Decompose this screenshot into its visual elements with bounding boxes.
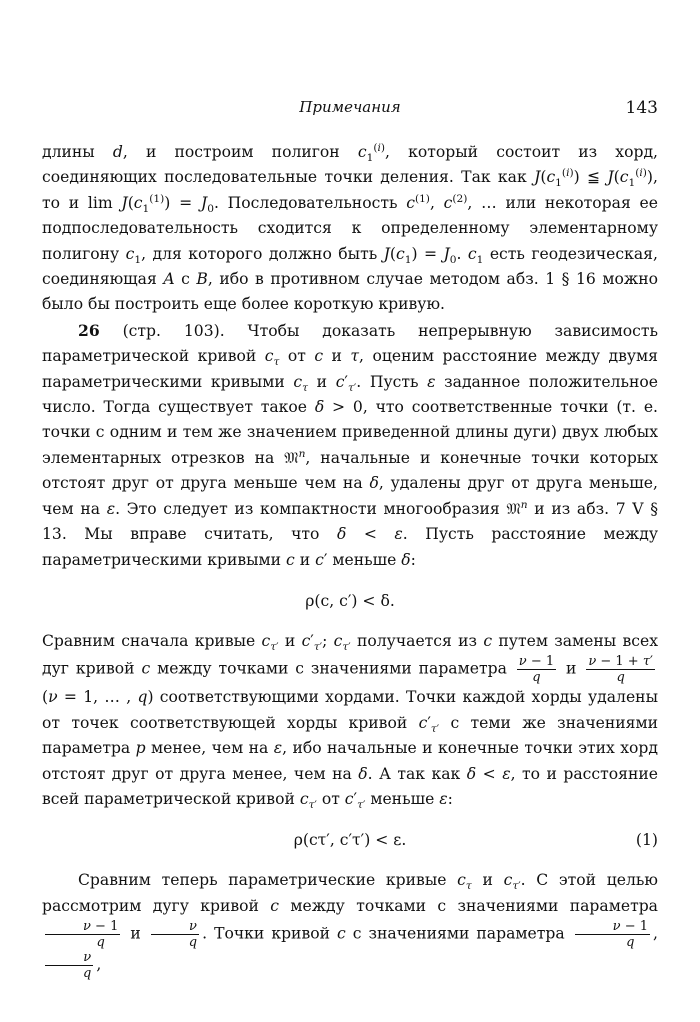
formula-1-text: ρ(cτ′, c′τ′) < ε. — [293, 831, 407, 850]
paragraph-3: Сравним сначала кривые $c_{\tau'}$ и $c'_{\tau'}$; $c_{\tau'}$ получается из c путем замены всех дуг кривой c между точками с значениями параметра $\frac{\nu - 1}{q}$ и $\frac{\nu - 1 + \tau'}{q}$ (ν = 1, … , q) соответствующими хордами. Точки каждой хорды удалены от точек соответствующей хорды кривой $c'_{\tau'}$ с теми же значениями параметра p менее, чем на ε, ибо начальные и конечные точки этих хорд отстоят друг от друга менее, чем на δ. А так как δ < ε, то и расстояние всей параметрической кривой $c_{\tau'}$ от $c'_{\tau'}$ меньше ε: — [42, 631, 659, 812]
formula-rho-c: ρ(c, c′) < δ. — [305, 591, 395, 610]
formula-1 — [42, 826, 658, 854]
text-body — [42, 140, 658, 981]
note-number: 26 — [78, 320, 100, 340]
running-title: Примечания — [299, 98, 401, 116]
page-number: 143 — [625, 98, 658, 118]
paragraph-1: длины d, и построим полигон $c_1^{(i)}$, который состоит из хорд, соединяющих последовательные точки деления. Так как $J(c_1^{(i)})$ ≦ $J(c_1^{(i)})$, то и $\lim J(c_1^{(1)}) = J_0$. Последовательность $c^{(1)}$, $c^{(2)}$, … или некоторая ее подпоследовательность сходится к определенному элементарному полигону $c_1$, для которого должно быть $J(c_1) = J_0$. $c_1$ есть геодезическая, соединяющая A с B, ибо в противном случае методом абз. 1 § 16 можно было бы построить еще более короткую кривую. — [42, 141, 659, 314]
equation-number: (1) — [635, 831, 658, 850]
page-header — [42, 98, 658, 122]
paragraph-4: Сравним теперь параметрические кривые $c_\tau$ и $c_{\tau'}$. С этой целью рассмотрим дугу кривой c между точками с значениями параметра $\frac{\nu - 1}{q}$ и $\frac{\nu}{q}$ . Точки кривой c с значениями параметра $\frac{\nu - 1}{q}$ , $\frac{\nu}{q}$ , — [42, 871, 658, 982]
paragraph-2: 26 (стр. 103). Чтобы доказать непрерывную зависимость параметрической кривой $c_\tau$ от c и τ, оценим расстояние между двумя параметрическими кривыми $c_\tau$ и $c'_{\tau'}$. Пусть ε заданное положительное число. Тогда существует такое δ > 0, что соответственные точки (т. е. точки с одним и тем же значением приведенной длины дуги) двух любых элементарных отрезков на 𝔐$^n$, начальные и конечные точки которых отстоят друг от друга меньше чем на δ, удалены друг от друга меньше, чем на ε. Это следует из компактности многообразия 𝔐$^n$ и из абз. 7 V § 13. Мы вправе считать, что δ < ε. Пусть расстояние между параметрическими кривыми c и c′ меньше δ: — [42, 320, 659, 569]
